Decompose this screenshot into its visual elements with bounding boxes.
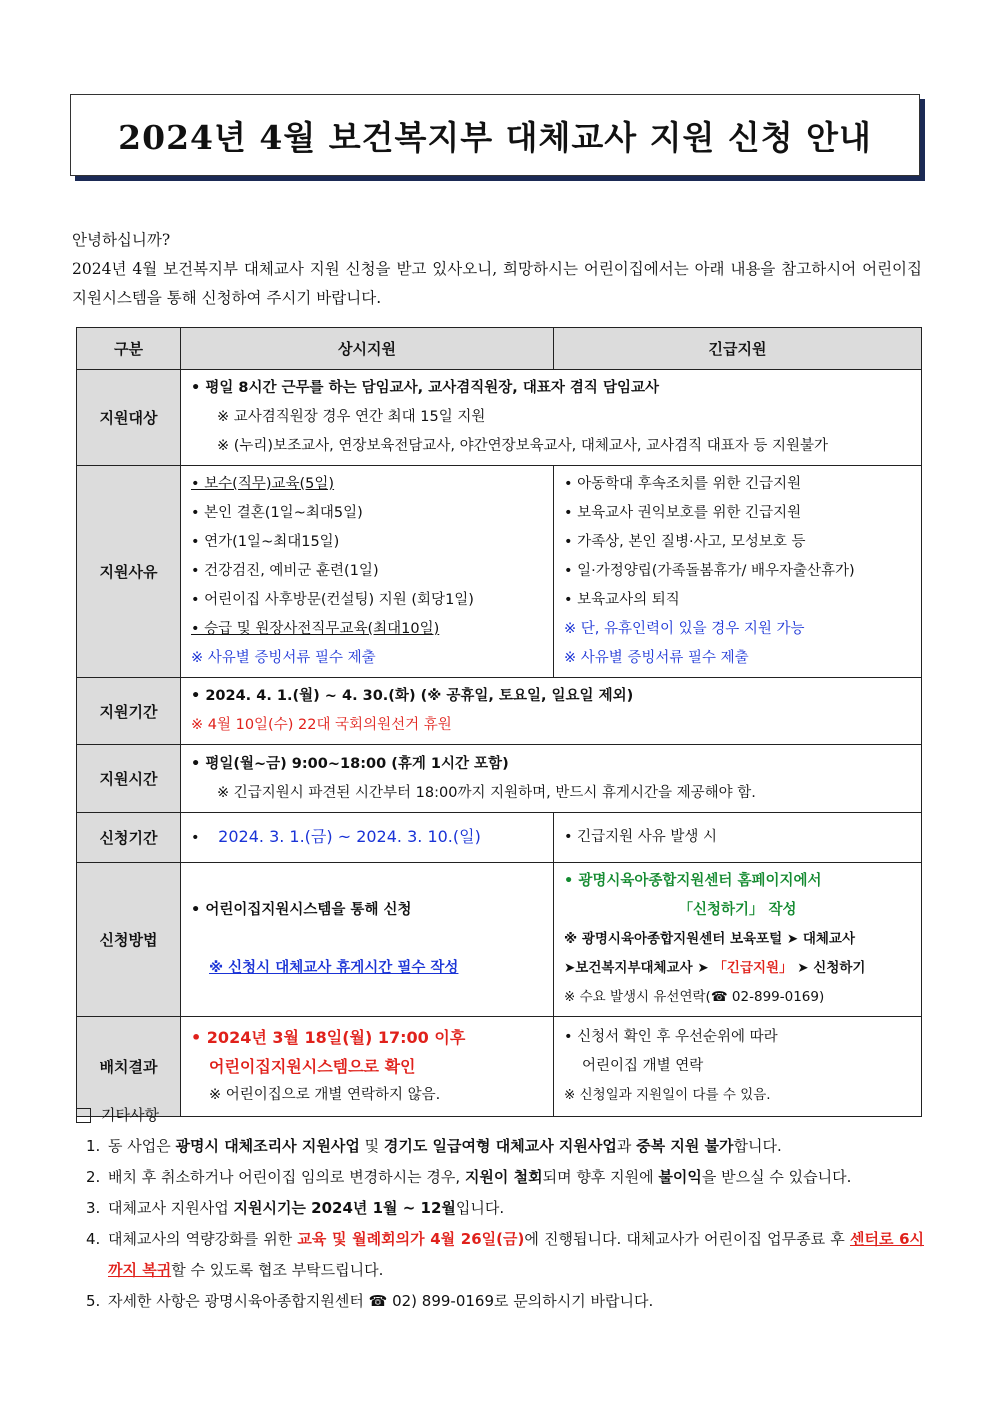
- apply-period-urgent: • 긴급지원 사유 발생 시: [564, 829, 718, 845]
- note-bold: 광명시 대체조리사 지원사업: [175, 1137, 360, 1155]
- page-title: 2024년 4월 보건복지부 대체교사 지원 신청 안내: [118, 117, 872, 157]
- hours-note: ※ 긴급지원시 파견된 시간부터 18:00까지 지원하며, 반드시 휴게시간을 제공해야 함.: [217, 784, 756, 801]
- note-number: 2.: [86, 1168, 101, 1186]
- note-bold: 지원이 철회: [464, 1168, 543, 1186]
- reason-regular-item: • 승급 및 원장사전직무교육(최대10일): [191, 621, 440, 637]
- note-bold: 중복 지원 불가: [636, 1137, 734, 1155]
- method-regular-cell: [181, 863, 554, 1017]
- checkbox-icon: [76, 1108, 91, 1123]
- method-path-part: ➤ 신청하기: [792, 960, 866, 976]
- method-spacer: [191, 925, 543, 954]
- row-label-hours: 지원시간: [77, 745, 181, 813]
- header-urgent: 긴급지원: [554, 328, 922, 370]
- note-text: [108, 1131, 924, 1162]
- method-path-part: ➤보건복지부대체교사 ➤: [564, 960, 714, 976]
- apply-period-regular-cell: [181, 813, 554, 863]
- reason-regular-item: • 어린이집 사후방문(컨설팅) 지원 (회당1일): [191, 592, 474, 608]
- note-bold: 경기도 일급여형 대체교사 지원사업: [383, 1137, 617, 1155]
- note-segment: 대체교사 지원사업: [108, 1199, 234, 1217]
- note-text: [108, 1162, 924, 1193]
- note-bold: 불이익: [658, 1168, 702, 1186]
- reason-urgent-note-2: ※ 사유별 증빙서류 필수 제출: [564, 650, 749, 666]
- notes-heading: [72, 1100, 924, 1131]
- result-regular-line-1: • 2024년 3월 18일(월) 17:00 이후: [191, 1028, 466, 1047]
- row-period: [77, 678, 922, 745]
- note-item: [72, 1162, 924, 1193]
- note-segment: 대체교사의 역량강화를 위한: [108, 1230, 298, 1248]
- row-label-result: 배치결과: [77, 1017, 181, 1117]
- reason-regular-item: • 보수(직무)교육(5일): [191, 476, 335, 492]
- apply-period-bullet: •: [191, 830, 200, 846]
- note-bold: 지원시기는 2024년 1월 ~ 12월: [233, 1199, 456, 1217]
- target-note-2: ※ (누리)보조교사, 연장보육전담교사, 야간연장보육교사, 대체교사, 교사겸직 대표자 등 지원불가: [217, 438, 829, 454]
- reason-urgent-item: • 보육교사의 퇴직: [564, 592, 680, 608]
- reason-regular-note: ※ 사유별 증빙서류 필수 제출: [191, 650, 376, 666]
- reason-urgent-item: • 보육교사 권익보호를 위한 긴급지원: [564, 505, 802, 521]
- period-cell: [181, 678, 922, 745]
- row-apply-period: [77, 813, 922, 863]
- note-segment: 할 수 있도록 협조 부탁드립니다.: [171, 1261, 384, 1279]
- row-reason: [77, 466, 922, 678]
- hours-cell: [181, 745, 922, 813]
- period-main: • 2024. 4. 1.(월) ~ 4. 30.(화) (※ 공휴일, 토요일, 일요일 제외): [191, 688, 634, 704]
- row-target: [77, 370, 922, 466]
- reason-regular-item: • 연가(1일~최대15일): [191, 534, 340, 550]
- header-row: [77, 328, 922, 370]
- row-label-reason: 지원사유: [77, 466, 181, 678]
- note-text: [108, 1224, 924, 1286]
- reason-regular-item: • 건강검진, 예비군 훈련(1일): [191, 563, 379, 579]
- intro-body: 2024년 4월 보건복지부 대체교사 지원 신청을 받고 있사오니, 희망하시는 어린이집에서는 아래 내용을 참고하시어 어린이집지원시스템을 통해 신청하여 주시기 바랍니다.: [72, 260, 922, 307]
- title-box: [70, 94, 920, 176]
- period-note: ※ 4월 10일(수) 22대 국회의원선거 휴원: [191, 717, 452, 733]
- apply-period-dates: 2024. 3. 1.(금) ~ 2024. 3. 10.(일): [218, 827, 481, 846]
- target-main: • 평일 8시간 근무를 하는 담임교사, 교사겸직원장, 대표자 겸직 담임교사: [191, 380, 659, 396]
- reason-urgent-note-1: ※ 단, 유휴인력이 있을 경우 지원 가능: [564, 621, 805, 637]
- notes-section: [72, 1100, 924, 1317]
- method-urgent-cell: [554, 863, 922, 1017]
- method-urgent-line-1: • 광명시육아종합지원센터 홈페이지에서: [564, 873, 822, 889]
- note-segment: 및: [359, 1137, 384, 1155]
- note-segment: 입니다.: [455, 1199, 505, 1217]
- method-urgent-path-2: [564, 954, 911, 983]
- reason-urgent-cell: [554, 466, 922, 678]
- apply-period-urgent-cell: [554, 813, 922, 863]
- note-segment: 과: [616, 1137, 637, 1155]
- note-text: 자세한 사항은 광명시육아종합지원센터 ☎ 02) 899-0169로 문의하시기 바랍니다.: [108, 1292, 654, 1310]
- method-path-urgent: 「긴급지원」: [713, 960, 793, 976]
- method-urgent-path-1: ※ 광명시육아종합지원센터 보육포털 ➤ 대체교사: [564, 931, 856, 947]
- result-regular-note: ※ 어린이집으로 개별 연락하지 않음.: [209, 1087, 441, 1103]
- note-number: 4.: [86, 1230, 101, 1248]
- note-segment: 되며 향후 지원에: [542, 1168, 659, 1186]
- notes-heading-label: 기타사항: [101, 1106, 159, 1124]
- row-method: [77, 863, 922, 1017]
- hours-main: • 평일(월~금) 9:00~18:00 (휴게 1시간 포함): [191, 755, 509, 772]
- note-item: [72, 1286, 924, 1317]
- reason-regular-cell: [181, 466, 554, 678]
- note-item: [72, 1224, 924, 1286]
- row-label-target: 지원대상: [77, 370, 181, 466]
- intro: [72, 226, 922, 313]
- note-number: 5.: [86, 1292, 101, 1310]
- note-number: 1.: [86, 1137, 101, 1155]
- reason-regular-item: • 본인 결혼(1일~최대5일): [191, 505, 363, 521]
- note-segment: 합니다.: [733, 1137, 782, 1155]
- method-urgent-line-2: 「신청하기」 작성: [678, 902, 797, 918]
- reason-urgent-item: • 일·가정양립(가족돌봄휴가/ 배우자출산휴가): [564, 563, 855, 579]
- note-segment: 배치 후 취소하거나 어린이집 임의로 변경하시는 경우,: [108, 1168, 465, 1186]
- note-highlight: 교육 및 월례회의가 4월 26일(금): [297, 1230, 525, 1248]
- apply-period-regular: [191, 822, 543, 853]
- result-urgent-note: ※ 신청일과 지원일이 다를 수 있음.: [564, 1087, 771, 1103]
- result-regular-line-2: 어린이집지원시스템으로 확인: [209, 1057, 416, 1076]
- target-note-1: ※ 교사겸직원장 경우 연간 최대 15일 지원: [217, 409, 486, 425]
- target-cell: [181, 370, 922, 466]
- result-urgent-line-2: 어린이집 개별 연락: [582, 1058, 704, 1074]
- method-regular-note: ※ 신청시 대체교사 휴게시간 필수 작성: [209, 960, 459, 976]
- method-regular-main: • 어린이집지원시스템을 통해 신청: [191, 902, 412, 918]
- note-item: [72, 1131, 924, 1162]
- method-urgent-contact: ※ 수요 발생시 유선연락(☎ 02-899-0169): [564, 989, 825, 1005]
- row-hours: [77, 745, 922, 813]
- greeting: 안녕하십니까?: [72, 231, 171, 249]
- result-urgent-line-1: • 신청서 확인 후 우선순위에 따라: [564, 1029, 778, 1045]
- note-segment: 에 진행됩니다. 대체교사가 어린이집 업무종료 후: [524, 1230, 850, 1248]
- reason-urgent-item: • 가족상, 본인 질병·사고, 모성보호 등: [564, 534, 806, 550]
- support-table: [76, 327, 922, 1117]
- header-regular: 상시지원: [181, 328, 554, 370]
- note-text: [108, 1193, 924, 1224]
- note-item: [72, 1193, 924, 1224]
- row-label-apply-period: 신청기간: [77, 813, 181, 863]
- row-label-period: 지원기간: [77, 678, 181, 745]
- note-number: 3.: [86, 1199, 101, 1217]
- note-segment: 을 받으실 수 있습니다.: [701, 1168, 852, 1186]
- header-category: 구분: [77, 328, 181, 370]
- row-label-method: 신청방법: [77, 863, 181, 1017]
- reason-urgent-item: • 아동학대 후속조치를 위한 긴급지원: [564, 476, 802, 492]
- note-segment: 동 사업은: [108, 1137, 176, 1155]
- note-highlight: 센터로 6시까지 복귀: [108, 1230, 924, 1279]
